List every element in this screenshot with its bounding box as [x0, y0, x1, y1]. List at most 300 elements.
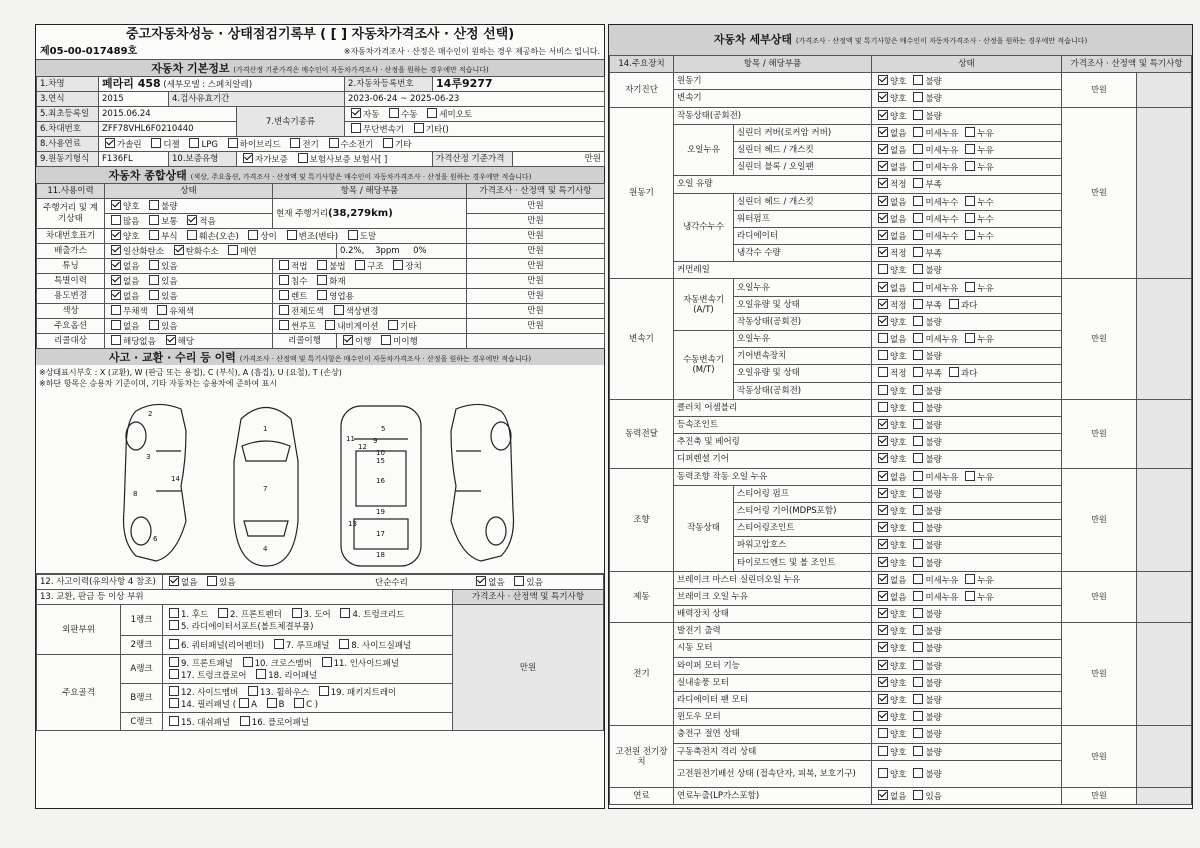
checkbox[interactable]: [878, 196, 888, 206]
detail-sub-coolant: 냉각수누수: [674, 193, 734, 262]
checkbox[interactable]: [878, 402, 888, 412]
checkbox[interactable]: [514, 576, 524, 586]
detail-price-elec: 만원: [1062, 623, 1137, 726]
checkbox[interactable]: [878, 367, 888, 377]
detail-note-cell: [1137, 73, 1192, 107]
detail-row: [610, 107, 1192, 124]
detail-item: 연료누출(LP가스포함): [674, 787, 872, 804]
checkbox[interactable]: [169, 698, 179, 708]
mileage-price-2: 만원: [467, 214, 605, 229]
option-label: 미세누유: [925, 335, 959, 346]
diagram-num-14: 14: [171, 475, 180, 483]
detail-row: [610, 399, 1192, 416]
checkbox[interactable]: [267, 698, 277, 708]
checkbox[interactable]: [149, 275, 159, 285]
option-label: 불량: [925, 558, 942, 569]
checkbox[interactable]: [878, 677, 888, 687]
checkbox[interactable]: [388, 320, 398, 330]
option-label: 많음: [123, 217, 140, 227]
detail-item: 클러치 어셈블리: [674, 399, 872, 416]
recall-perf-label: 리콜이행: [273, 334, 337, 349]
option-label: 유채색: [169, 307, 194, 317]
part-label: 13. 휠하우스: [259, 688, 310, 698]
checkbox[interactable]: [169, 669, 179, 679]
detail-item: 동력조향 작동 오일 누유: [674, 468, 872, 485]
checkbox[interactable]: [878, 92, 888, 102]
detail-price-drive: 만원: [1062, 399, 1137, 468]
checkbox[interactable]: [965, 333, 975, 343]
option-label: 없음: [890, 128, 907, 139]
checkbox[interactable]: [913, 333, 923, 343]
checkbox[interactable]: [239, 698, 249, 708]
checkbox[interactable]: [878, 728, 888, 738]
checkbox[interactable]: [248, 686, 258, 696]
checkbox[interactable]: [294, 698, 304, 708]
checkbox[interactable]: [913, 299, 923, 309]
checkbox[interactable]: [913, 419, 923, 429]
option-price: 만원: [467, 319, 605, 334]
checkbox[interactable]: [427, 108, 437, 118]
checkbox[interactable]: [965, 196, 975, 206]
option-label: 미세누유: [925, 146, 959, 157]
option-label: 불량: [925, 730, 942, 741]
part-label: 16. 플로어패널: [251, 717, 310, 728]
checkbox[interactable]: [913, 282, 923, 292]
recall-label: 리콜대상: [37, 334, 105, 349]
option-label: 해당: [177, 337, 194, 347]
recall-options: [105, 334, 273, 349]
checkbox[interactable]: [174, 245, 184, 255]
checkbox[interactable]: [913, 316, 923, 326]
checkbox[interactable]: [913, 746, 923, 756]
option-label: 양호: [890, 541, 907, 552]
overall-note: (색상, 주요옵션, 가격조사 · 산정액 및 특기사항은 매수인이 자동차가격조사 · 산정을 원하는 경우에만 적습니다): [190, 173, 532, 181]
checkbox[interactable]: [913, 75, 923, 85]
checkbox[interactable]: [381, 335, 391, 345]
detail-item: 발전기 출력: [674, 623, 872, 640]
part-label: C ): [306, 700, 319, 710]
checkbox[interactable]: [878, 642, 888, 652]
detail-state: [872, 73, 1062, 90]
checkbox[interactable]: [279, 275, 289, 285]
part-label: 6. 쿼터패널(리어펜더): [181, 641, 265, 651]
option-label: 없음: [890, 575, 907, 586]
checkbox[interactable]: [965, 591, 975, 601]
trans-label: 7.변속기종류: [237, 107, 345, 137]
checkbox[interactable]: [878, 178, 888, 188]
diagram-num-13: 13: [348, 520, 357, 528]
checkbox[interactable]: [965, 127, 975, 137]
checkbox[interactable]: [913, 608, 923, 618]
option-label: 양호: [123, 202, 140, 212]
checkbox[interactable]: [218, 608, 228, 618]
checkbox[interactable]: [169, 639, 179, 649]
checkbox[interactable]: [878, 746, 888, 756]
checkbox[interactable]: [149, 230, 159, 240]
option-label: 불량: [925, 94, 942, 105]
option-label: 적정: [890, 369, 907, 380]
checkbox[interactable]: [279, 260, 289, 270]
checkbox[interactable]: [878, 522, 888, 532]
checkbox[interactable]: [340, 608, 350, 618]
checkbox[interactable]: [878, 768, 888, 778]
checkbox[interactable]: [151, 138, 161, 148]
option-label: 불량: [925, 769, 942, 780]
checkbox[interactable]: [149, 215, 159, 225]
option-label: 미세누유: [925, 128, 959, 139]
option-label: 불량: [925, 77, 942, 88]
checkbox[interactable]: [169, 716, 179, 726]
checkbox[interactable]: [157, 305, 167, 315]
diagram-num-18: 18: [376, 551, 385, 559]
option-label: 양호: [890, 769, 907, 780]
option-label: 보통: [161, 217, 178, 227]
option-label: 디젤: [163, 140, 180, 150]
checkbox[interactable]: [169, 686, 179, 696]
checkbox[interactable]: [317, 260, 327, 270]
checkbox[interactable]: [348, 230, 358, 240]
checkbox[interactable]: [913, 453, 923, 463]
detail-item: 파워고압호스: [734, 537, 872, 554]
car-right-side-outline: [451, 404, 514, 561]
checkbox[interactable]: [878, 350, 888, 360]
year-value: 2015: [99, 92, 169, 107]
repair-label: 단순수리: [374, 578, 408, 588]
basic-info-title-text: 자동차 기본정보: [151, 62, 230, 75]
checkbox[interactable]: [878, 625, 888, 635]
detail-item: 오일유량 및 상태: [734, 365, 872, 382]
checkbox[interactable]: [248, 230, 258, 240]
checkbox[interactable]: [913, 694, 923, 704]
option-label: 불량: [925, 506, 942, 517]
option-label: 기타(): [425, 125, 449, 135]
option-label: 과다: [960, 369, 978, 380]
option-label: 있음: [161, 277, 178, 287]
checkbox[interactable]: [878, 557, 888, 567]
detail-item: 커먼레일: [674, 262, 872, 279]
checkbox[interactable]: [913, 367, 923, 377]
detail-item: 냉각수 수량: [734, 245, 872, 262]
checkbox[interactable]: [949, 299, 959, 309]
checkbox[interactable]: [949, 367, 959, 377]
checkbox[interactable]: [878, 694, 888, 704]
diagram-num-7: 7: [263, 485, 268, 493]
checkbox[interactable]: [878, 505, 888, 515]
checkbox[interactable]: [913, 247, 923, 257]
history-options: [105, 274, 273, 289]
checkbox[interactable]: [149, 200, 159, 210]
checkbox[interactable]: [913, 728, 923, 738]
overall-header-state: 상태: [105, 184, 273, 199]
checkbox[interactable]: [389, 108, 399, 118]
checkbox[interactable]: [965, 213, 975, 223]
checkbox[interactable]: [913, 213, 923, 223]
option-label: 미세누유: [925, 575, 959, 586]
checkbox[interactable]: [878, 316, 888, 326]
checkbox[interactable]: [878, 419, 888, 429]
checkbox[interactable]: [322, 657, 332, 667]
period-value: 2023-06-24 ~ 2025-06-23: [345, 92, 605, 107]
checkbox[interactable]: [169, 620, 179, 630]
checkbox[interactable]: [243, 657, 253, 667]
detail-header-main: 14.주요장치: [610, 56, 674, 73]
checkbox[interactable]: [111, 245, 121, 255]
diagram-num-9: 9: [373, 437, 378, 445]
checkbox[interactable]: [279, 290, 289, 300]
option-label: 불량: [925, 541, 942, 552]
checkbox[interactable]: [913, 505, 923, 515]
checkbox[interactable]: [274, 639, 284, 649]
checkbox[interactable]: [913, 144, 923, 154]
checkbox[interactable]: [878, 161, 888, 171]
checkbox[interactable]: [913, 711, 923, 721]
checkbox[interactable]: [228, 138, 238, 148]
checkbox[interactable]: [878, 144, 888, 154]
checkbox[interactable]: [913, 642, 923, 652]
detail-title-text: 자동차 세부상태: [713, 33, 793, 46]
diagram-num-5: 5: [381, 425, 386, 433]
option-label: 가솔린: [117, 140, 142, 150]
option-label: 자동: [363, 110, 380, 120]
checkbox[interactable]: [317, 275, 327, 285]
checkbox[interactable]: [878, 436, 888, 446]
checkbox[interactable]: [878, 471, 888, 481]
checkbox[interactable]: [343, 335, 353, 345]
checkbox[interactable]: [878, 790, 888, 800]
checkbox[interactable]: [913, 385, 923, 395]
option-label: 수동: [401, 110, 418, 120]
detail-group-brake: 제동: [610, 571, 674, 623]
option-label: 불량: [925, 111, 942, 122]
option-label: 양호: [890, 438, 907, 449]
vin-plate-label: 차대번호표기: [37, 229, 105, 244]
checkbox[interactable]: [279, 305, 289, 315]
checkbox[interactable]: [913, 402, 923, 412]
checkbox[interactable]: [351, 108, 361, 118]
checkbox[interactable]: [878, 75, 888, 85]
checkbox[interactable]: [965, 471, 975, 481]
checkbox[interactable]: [913, 625, 923, 635]
checkbox[interactable]: [913, 264, 923, 274]
option-label: 부식: [161, 232, 178, 242]
detail-item: 작동상태(공회전): [734, 313, 872, 330]
checkbox[interactable]: [476, 576, 486, 586]
checkbox[interactable]: [878, 127, 888, 137]
checkbox[interactable]: [965, 230, 975, 240]
checkbox[interactable]: [913, 574, 923, 584]
checkbox[interactable]: [913, 436, 923, 446]
option-label: 화재: [329, 277, 346, 287]
checkbox[interactable]: [339, 639, 349, 649]
checkbox[interactable]: [878, 282, 888, 292]
trans-options-1: [345, 107, 605, 122]
checkbox[interactable]: [913, 522, 923, 532]
checkbox[interactable]: [878, 453, 888, 463]
checkbox[interactable]: [292, 608, 302, 618]
checkbox[interactable]: [913, 539, 923, 549]
checkbox[interactable]: [187, 215, 197, 225]
detail-state: [872, 760, 1062, 787]
color-options-2: [273, 304, 467, 319]
option-label: 있음: [161, 262, 178, 272]
detail-item: 와이퍼 모터 기능: [674, 657, 872, 674]
checkbox[interactable]: [913, 92, 923, 102]
checkbox[interactable]: [111, 305, 121, 315]
checkbox[interactable]: [878, 488, 888, 498]
option-label: 썬루프: [291, 322, 316, 332]
checkbox[interactable]: [149, 260, 159, 270]
checkbox[interactable]: [287, 230, 297, 240]
detail-item: 브레이크 오일 누유: [674, 588, 872, 605]
checkbox[interactable]: [913, 350, 923, 360]
checkbox[interactable]: [187, 230, 197, 240]
option-label: 불량: [925, 661, 942, 672]
tuning-label: 튜닝: [37, 259, 105, 274]
checkbox[interactable]: [240, 716, 250, 726]
checkbox[interactable]: [105, 138, 115, 148]
checkbox[interactable]: [169, 576, 179, 586]
checkbox[interactable]: [325, 320, 335, 330]
detail-item: 추진축 및 베어링: [674, 434, 872, 451]
checkbox[interactable]: [913, 161, 923, 171]
base-price-unit: 만원: [513, 152, 605, 167]
option-label: 없음: [181, 578, 198, 588]
option-label: 불법: [329, 262, 346, 272]
checkbox[interactable]: [878, 110, 888, 120]
detail-item: 워터펌프: [734, 210, 872, 227]
checkbox[interactable]: [878, 213, 888, 223]
checkbox[interactable]: [878, 385, 888, 395]
checkbox[interactable]: [228, 245, 238, 255]
checkbox[interactable]: [169, 608, 179, 618]
detail-item: 오일 유량: [674, 176, 872, 193]
checkbox[interactable]: [913, 677, 923, 687]
checkbox[interactable]: [243, 153, 253, 163]
accident-note: (가격조사 · 산정액 및 특기사항은 매수인이 자동차가격조사 · 산정을 원하는 경우에만 적습니다): [239, 355, 532, 363]
checkbox[interactable]: [317, 290, 327, 300]
overall-header-price: 가격조사 · 산정액 및 특기사항: [467, 184, 605, 199]
checkbox[interactable]: [393, 260, 403, 270]
checkbox[interactable]: [913, 790, 923, 800]
checkbox[interactable]: [965, 282, 975, 292]
checkbox[interactable]: [913, 196, 923, 206]
checkbox[interactable]: [878, 574, 888, 584]
checkbox[interactable]: [878, 230, 888, 240]
checkbox[interactable]: [111, 275, 121, 285]
checkbox[interactable]: [414, 123, 424, 133]
engine-label: 9.원동기형식: [37, 152, 99, 167]
option-label: 하이브리드: [239, 140, 281, 150]
checkbox[interactable]: [149, 290, 159, 300]
checkbox[interactable]: [913, 178, 923, 188]
detail-state: [872, 365, 1062, 382]
warranty-options: [237, 152, 433, 167]
checkbox[interactable]: [383, 138, 393, 148]
detail-state: [872, 159, 1062, 176]
document-subheader: [36, 45, 604, 60]
history-label: 특별이력: [37, 274, 105, 289]
detail-group-engine: 원동기: [610, 107, 674, 279]
checkbox[interactable]: [913, 660, 923, 670]
detail-price-self: 만원: [1062, 73, 1137, 107]
checkbox[interactable]: [166, 335, 176, 345]
diagram-num-11: 11: [346, 435, 355, 443]
vin-plate-price: 만원: [467, 229, 605, 244]
diagram-num-19: 19: [376, 508, 385, 516]
option-label: 양호: [890, 403, 907, 414]
checkbox[interactable]: [111, 290, 121, 300]
checkbox[interactable]: [111, 215, 121, 225]
option-label: 양호: [890, 386, 907, 397]
detail-item: 윈도우 모터: [674, 709, 872, 726]
checkbox[interactable]: [111, 230, 121, 240]
checkbox[interactable]: [298, 153, 308, 163]
part-label: 15. 대쉬패널: [181, 717, 231, 728]
checkbox[interactable]: [878, 333, 888, 343]
checkbox[interactable]: [913, 110, 923, 120]
checkbox[interactable]: [149, 320, 159, 330]
checkbox[interactable]: [878, 247, 888, 257]
exhaust-label: 배출가스: [37, 244, 105, 259]
checkbox[interactable]: [207, 576, 217, 586]
checkbox[interactable]: [965, 161, 975, 171]
checkbox[interactable]: [913, 557, 923, 567]
option-label: 불량: [925, 266, 942, 277]
checkbox[interactable]: [913, 488, 923, 498]
detail-section-title: [609, 25, 1192, 55]
detail-item: 실내송풍 모터: [674, 674, 872, 691]
option-label: 없음: [890, 197, 907, 208]
detail-note-cell: [1137, 787, 1192, 804]
checkbox[interactable]: [111, 320, 121, 330]
checkbox[interactable]: [329, 138, 339, 148]
option-label: 양호: [890, 524, 907, 535]
checkbox[interactable]: [319, 686, 329, 696]
checkbox[interactable]: [189, 138, 199, 148]
checkbox[interactable]: [878, 299, 888, 309]
diagram-num-1: 1: [263, 425, 268, 433]
checkbox[interactable]: [290, 138, 300, 148]
checkbox[interactable]: [913, 591, 923, 601]
detail-state: [872, 502, 1062, 519]
checkbox[interactable]: [913, 471, 923, 481]
checkbox[interactable]: [355, 260, 365, 270]
checkbox[interactable]: [111, 335, 121, 345]
checkbox[interactable]: [111, 200, 121, 210]
checkbox[interactable]: [913, 230, 923, 240]
checkbox[interactable]: [878, 660, 888, 670]
checkbox[interactable]: [334, 305, 344, 315]
checkbox[interactable]: [169, 657, 179, 667]
checkbox[interactable]: [878, 539, 888, 549]
checkbox[interactable]: [965, 144, 975, 154]
checkbox[interactable]: [913, 127, 923, 137]
checkbox[interactable]: [913, 768, 923, 778]
checkbox[interactable]: [878, 608, 888, 618]
detail-sub-oil_leak: 오일누유: [674, 124, 734, 176]
checkbox[interactable]: [878, 591, 888, 601]
checkbox[interactable]: [351, 123, 361, 133]
checkbox[interactable]: [279, 320, 289, 330]
tuning-options: [105, 259, 273, 274]
checkbox[interactable]: [256, 669, 266, 679]
checkbox[interactable]: [878, 264, 888, 274]
checkbox[interactable]: [965, 574, 975, 584]
option-label: 보험사보증 보험사[ ]: [309, 155, 388, 165]
checkbox[interactable]: [111, 260, 121, 270]
part-label: 18. 리어패널: [268, 671, 318, 681]
checkbox[interactable]: [878, 711, 888, 721]
